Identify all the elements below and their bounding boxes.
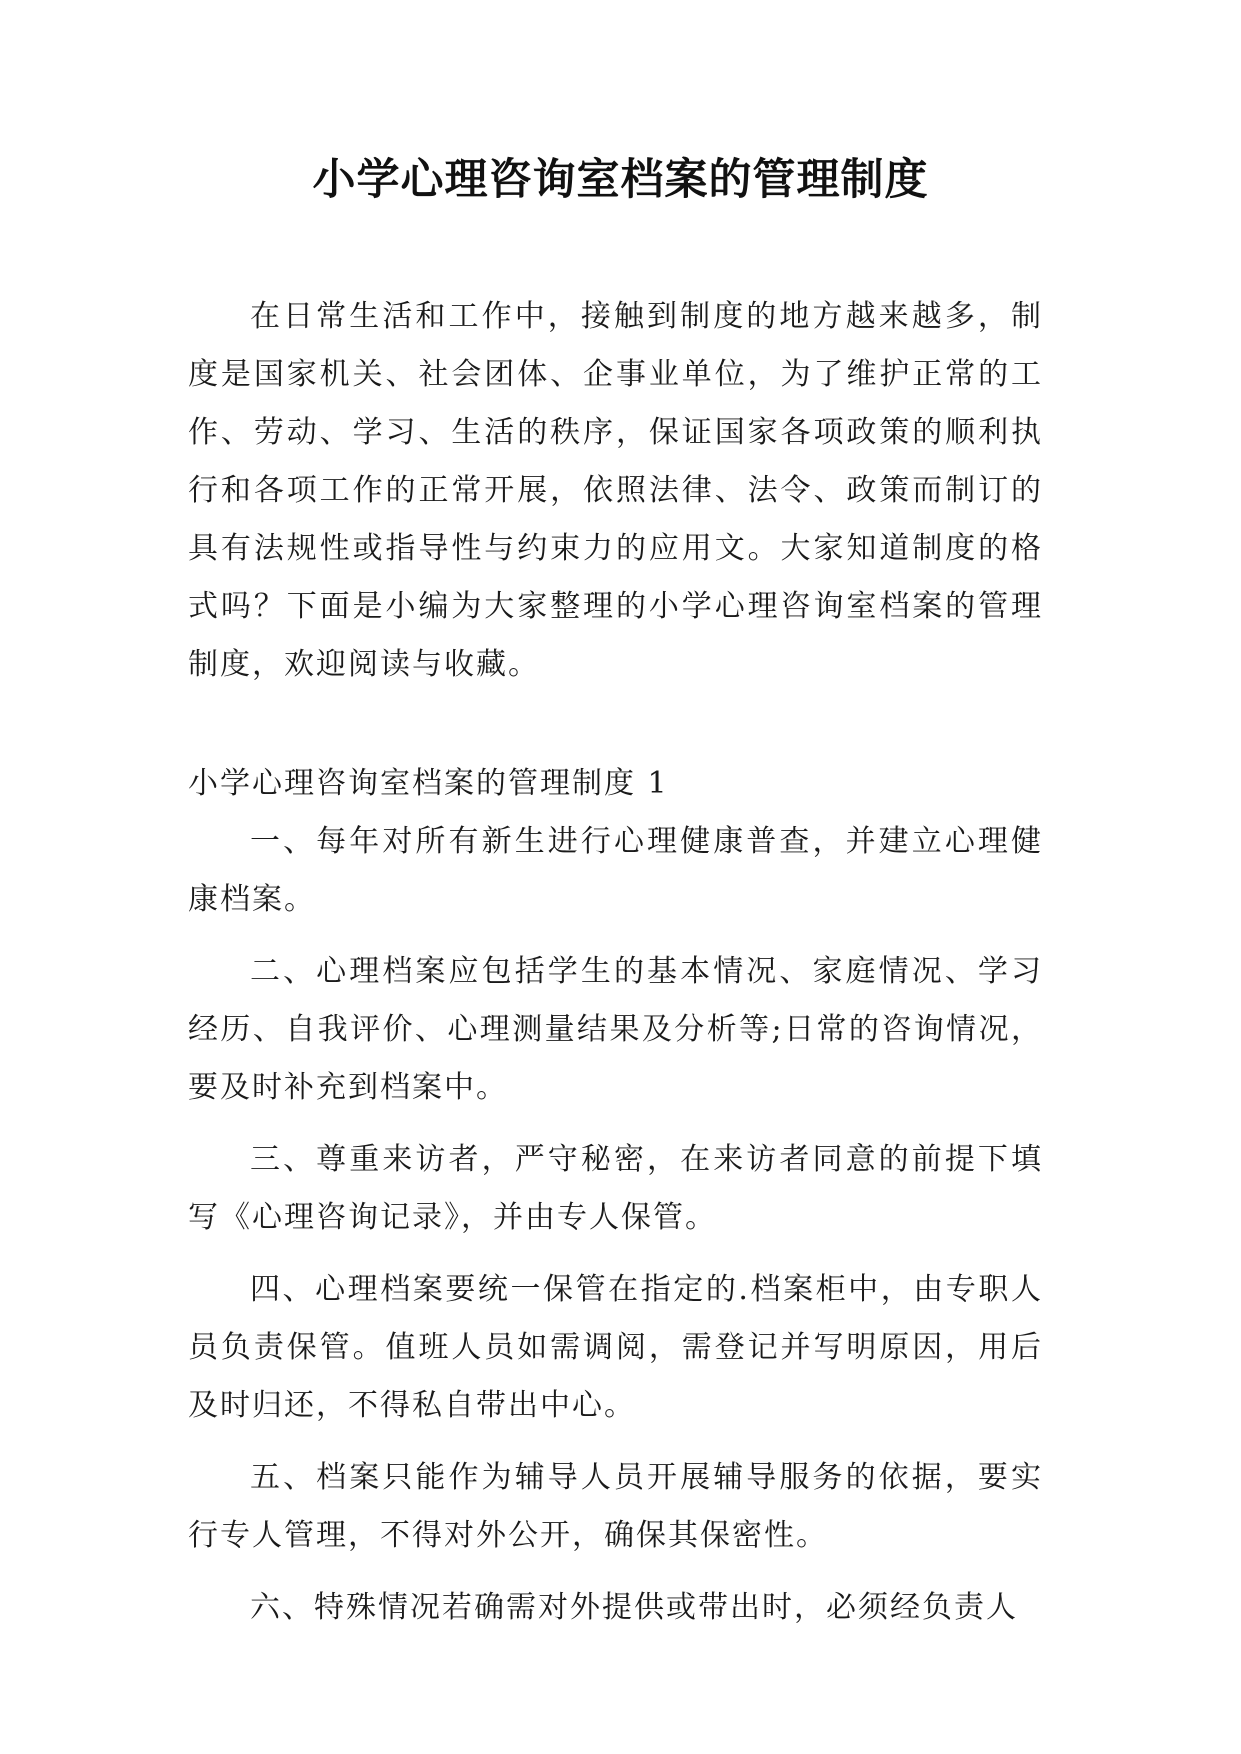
clause-item: 一、每年对所有新生进行心理健康普查，并建立心理健康档案。 (188, 824, 1043, 917)
regulation-section (188, 755, 1043, 1651)
clause-item: 六、特殊情况若确需对外提供或带出时，必须经负责人 (250, 1590, 1018, 1625)
clause-item: 二、心理档案应包括学生的基本情况、家庭情况、学习经历、自我评价、心理测量结果及分析等;日常的咨询情况，要及时补充到档案中。 (188, 954, 1043, 1105)
page-title: 小学心理咨询室档案的管理制度 (312, 155, 929, 205)
clause-item: 三、尊重来访者，严守秘密，在来访者同意的前提下填写《心理咨询记录》，并由专人保管。 (188, 1142, 1043, 1235)
clause-item: 四、心理档案要统一保管在指定的.档案柜中，由专职人员负责保管。值班人员如需调阅，需登记并写明原因，用后及时归还，不得私自带出中心。 (188, 1272, 1043, 1423)
clause-item: 五、档案只能作为辅导人员开展辅导服务的依据，要实行专人管理，不得对外公开，确保其保密性。 (188, 1460, 1043, 1553)
intro-paragraph: 在日常生活和工作中，接触到制度的地方越来越多，制度是国家机关、社会团体、企事业单位，为了维护正常的工作、劳动、学习、生活的秩序，保证国家各项政策的顺利执行和各项工作的正常开展，依照法律、法令、政策而制订的具有法规性或指导性与约束力的应用文。大家知道制度的格式吗？下面是小编为大家整理的小学心理咨询室档案的管理制度，欢迎阅读与收藏。 (188, 299, 1043, 682)
section-heading: 小学心理咨询室档案的管理制度 1 (188, 766, 669, 801)
